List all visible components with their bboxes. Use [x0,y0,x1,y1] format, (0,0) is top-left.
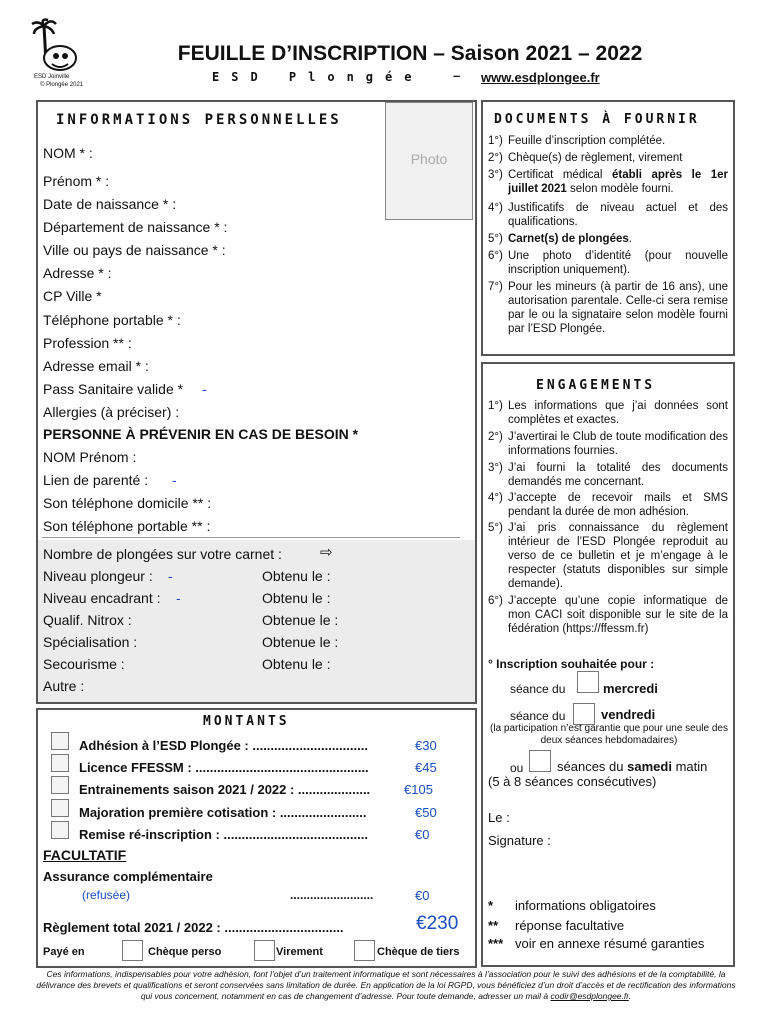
montant-checkbox[interactable] [51,754,69,772]
assurance-dots: ......................... [290,888,374,902]
document-item [488,134,728,148]
document-item-text [488,280,728,336]
cheque-perso-label: Chèque perso [148,946,222,958]
personal-field-label: Prénom * : [43,173,110,189]
diving-row-label: Spécialisation : [43,634,138,650]
document-item-text-part: . [628,233,632,245]
assurance-status: (refusée) [82,888,131,902]
montant-amount: €45 [415,760,437,775]
engagement-item-number: 4°) [488,492,503,504]
diving-row-label: Niveau plongeur : [43,568,153,584]
legend-mark: * [488,898,494,913]
cheque-tiers-checkbox[interactable] [354,940,375,961]
montant-amount: €50 [415,805,437,820]
samedi-note: (5 à 8 séances consécutives) [488,774,657,789]
montant-label: Adhésion à l’ESD Plongée : ................................ [79,738,368,753]
document-item-text-part: établi après le 1er juillet 2021 [508,169,728,195]
seance-vendredi-label: séance du [510,709,566,723]
diving-row-label: Secourisme : [43,656,125,672]
field-value-dash: - [172,472,177,488]
personal-field-label: Ville ou pays de naissance * : [43,242,226,258]
document-item-text [488,168,728,196]
diving-row-date-label: Obtenu le : [262,568,331,584]
document-item [488,151,728,165]
engagement-item-text: J’accepte qu’une copie informatique de mon CACI soit disponible sur le site de la fédération (https://ffessm.fr) [508,595,728,635]
legend-text: voir en annexe résumé garanties [515,936,705,951]
diving-row-label: Qualif. Nitrox : [43,612,132,628]
personal-field-label: Son téléphone portable ** : [43,518,211,534]
samedi-label: samedi [627,759,672,774]
engagement-item-number: 5°) [488,522,503,534]
personal-field-label: Pass Sanitaire valide * [43,381,184,397]
montants-heading: MONTANTS [203,714,290,729]
document-item-text [488,232,728,246]
document-item [488,201,728,229]
engagement-item [488,399,728,427]
engagement-item-number: 6°) [488,595,503,607]
montant-label: Majoration première cotisation : ........................ [79,805,367,820]
montant-label: Remise ré-inscription : ........................................ [79,827,368,842]
engagement-item-text: J’ai pris connaissance du règlement intérieur de l’ESD Plongée reproduit au verso de ce bulletin et je m’engage à le respecter (statuts disponibles sur simple demande). [508,522,728,590]
document-item-text-part: selon modèle fourni. [566,183,674,195]
legend-mark: ** [488,918,499,933]
document-item-text [488,249,728,277]
document-item-text-part: Carnet(s) de plongées [508,233,629,245]
assurance-label: Assurance complémentaire [43,869,213,884]
diving-row-date-label: Obtenue le : [262,634,339,650]
separator-line [42,537,460,538]
engagement-item [488,430,728,458]
legend-text: réponse facultative [515,918,625,933]
personal-field-label: Date de naissance * : [43,196,177,212]
engagement-item-number: 2°) [488,431,503,443]
diving-row-label: Autre : [43,678,85,694]
document-item-number: 6°) [488,250,503,262]
subtitle-dash: – [453,68,461,83]
virement-label: Virement [276,946,323,958]
personal-field-label: NOM * : [43,145,93,161]
mercredi-checkbox[interactable] [577,671,599,693]
montant-checkbox[interactable] [51,799,69,817]
paye-en-label: Payé en [43,946,85,958]
diving-row-dash: - [176,590,181,606]
engagement-item-number: 1°) [488,400,503,412]
engagements-heading: ENGAGEMENTS [536,378,656,393]
matin-label: matin [675,759,708,774]
montant-amount: €0 [415,827,430,842]
facultatif-label: FACULTATIF [43,847,127,863]
diving-row-dash: - [168,568,173,584]
document-item-number: 7°) [488,281,503,293]
seances-du-label: séances du [557,759,624,774]
personal-field-label: NOM Prénom : [43,449,137,465]
mercredi-label: mercredi [603,681,658,696]
montant-amount: €105 [404,782,433,797]
document-item [488,249,728,277]
club-logo [30,18,90,90]
date-label: Le : [488,810,510,825]
engagement-item-text: J’avertirai le Club de toute modification des informations fournies. [508,431,728,457]
montant-amount: €30 [415,738,437,753]
footer-email[interactable]: codir@esdplongee.fr [550,991,629,1001]
personal-field-label: Son téléphone domicile ** : [43,495,212,511]
diving-row-date-label: Obtenue le : [262,612,339,628]
ou-label: ou [510,761,524,775]
document-item-text [488,151,728,165]
document-item-text [488,134,728,148]
document-item-number: 1°) [488,135,503,147]
website-link[interactable]: www.esdplongee.fr [481,70,600,85]
personal-field-label: CP Ville * [43,288,102,304]
document-item [488,280,728,336]
engagement-item [488,461,728,489]
document-item-text-part: Pour les mineurs (à partir de 16 ans), une autorisation parentale. Celle-ci sera remise par le ou la signataire selon modèle fourni par l’ESD Plongée. [508,281,728,335]
club-name: ESD Plongée [212,70,424,84]
cheque-perso-checkbox[interactable] [122,940,143,961]
engagement-item [488,594,728,636]
personal-field-label: Téléphone portable * : [43,312,181,328]
photo-box [385,102,473,220]
personal-field-label: Adresse * : [43,265,112,281]
carnet-label: Nombre de plongées sur votre carnet : [43,546,282,562]
gdpr-footer [30,969,742,1002]
montant-label: Licence FFESSM : ................................................ [79,760,369,775]
legend-text: informations obligatoires [515,898,656,913]
personal-info-heading: INFORMATIONS PERSONNELLES [56,112,342,128]
personal-field-label: Adresse email * : [43,358,149,374]
assurance-amount: €0 [415,888,430,903]
logo-caption-2: © Plongée 2021 [40,82,84,88]
documents-heading: DOCUMENTS À FOURNIR [494,112,700,127]
virement-checkbox[interactable] [254,940,275,961]
vendredi-checkbox[interactable] [573,703,595,725]
footer-text: Ces informations, indispensables pour votre adhésion, font l’objet d’un traitement informatique et sont nécessaires à l’association pour le suivi des adhésions et de la comptabilité, la délivrance des brevets et qualifications et seront conservées sans limitation de durée. En application de la loi RGPD, vous bénéficiez d’un droit d’accès et de rectification des informations qui vous concernent, notamment en cas de changement d’adresse. Pour toute demande, adresser un mail à [36,969,736,1001]
document-item-text-part: Justificatifs de niveau actuel et des qualifications. [508,202,728,228]
document-item-number: 4°) [488,202,503,214]
diving-row-date-label: Obtenu le : [262,590,331,606]
page-title: FEUILLE D’INSCRIPTION – Saison 2021 – 2022 [177,42,643,65]
field-value-dash: - [202,381,207,397]
document-item-number: 3°) [488,169,503,181]
total-label: Règlement total 2021 / 2022 : ................................. [43,920,344,935]
engagement-item [488,521,728,591]
vendredi-label: vendredi [601,707,656,722]
engagement-item-text: Les informations que j’ai données sont complètes et exactes. [508,400,728,426]
document-item-text-part: Feuille d’inscription complétée. [508,135,666,147]
engagement-item-text: J’accepte de recevoir mails et SMS pendant la durée de mon adhésion. [508,492,728,518]
engagement-item [488,491,728,519]
personal-field-label: Lien de parenté : [43,472,149,488]
personal-field-label: Département de naissance * : [43,219,228,235]
diving-row-label: Niveau encadrant : [43,590,161,606]
document-item-text-part: Une photo d’identité (pour nouvelle inscription uniquement). [508,250,728,276]
montant-checkbox[interactable] [51,821,69,839]
document-item-text-part: Certificat médical [508,169,612,181]
samedi-line [557,759,707,774]
engagement-item-number: 3°) [488,462,503,474]
personal-field-label: Allergies (à préciser) : [43,404,180,420]
diving-row-date-label: Obtenu le : [262,656,331,672]
cheque-tiers-label: Chèque de tiers [377,946,460,958]
document-item [488,168,728,196]
signature-label: Signature : [488,833,551,848]
photo-label: Photo [410,151,448,167]
personal-field-label: Profession ** : [43,335,132,351]
montant-label: Entrainements saison 2021 / 2022 : .................... [79,782,371,797]
engagement-item-text: J’ai fourni la totalité des documents demandés me concernant. [508,462,728,488]
footer-end: . [628,991,632,1001]
samedi-checkbox[interactable] [529,750,551,772]
document-item-text-part: Chèque(s) de règlement, virement [508,152,683,164]
document-item-number: 5°) [488,233,503,245]
document-item-number: 2°) [488,152,503,164]
legend-mark: *** [488,936,504,951]
seance-mercredi-label: séance du [510,682,566,696]
personal-field-label: PERSONNE À PRÉVENIR EN CAS DE BESOIN * [43,426,359,442]
inscription-title: ° Inscription souhaitée pour : [488,657,655,671]
document-item [488,232,728,246]
arrow-right-icon: ⇨ [320,544,333,561]
montant-checkbox[interactable] [51,732,69,750]
participation-note: (la participation n’est garantie que pour une seule des deux séances hebdomadaires) [490,723,728,746]
logo-caption-1: ESD Joinville [34,74,70,80]
total-amount: €230 [416,913,459,934]
montant-checkbox[interactable] [51,776,69,794]
document-item-text [488,201,728,229]
